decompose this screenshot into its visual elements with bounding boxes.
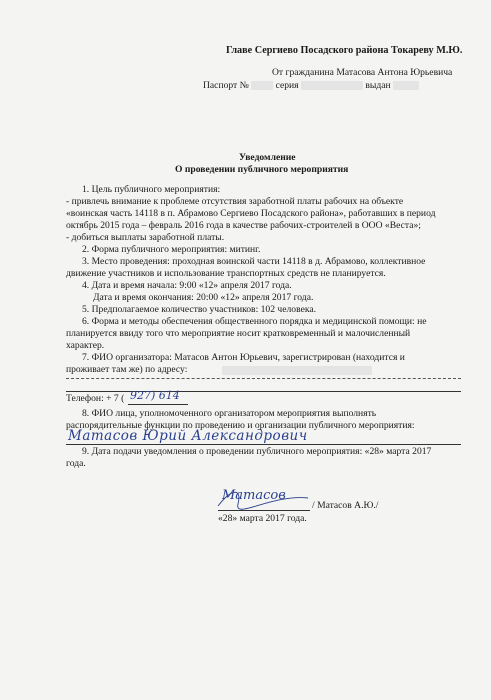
p6-line: характер. bbox=[66, 340, 105, 351]
p1-line: - добиться выплаты заработной платы. bbox=[66, 232, 225, 243]
p4-line: Дата и время окончания: 20:00 «12» апреля 2017 года. bbox=[93, 292, 314, 303]
p1-heading: 1. Цель публичного мероприятия: bbox=[82, 184, 221, 195]
signer-name: / Матасов А.Ю./ bbox=[312, 500, 379, 511]
series-label: серия bbox=[275, 80, 299, 91]
p3-line: движение участников и использование транспортных средств не планируется. bbox=[66, 268, 386, 279]
p4-line: 4. Дата и время начала: 9:00 «12» апреля 2017 года. bbox=[82, 280, 292, 291]
authorized-person-line bbox=[66, 444, 461, 445]
signature: Матасов bbox=[222, 488, 286, 503]
signature-flourish bbox=[212, 484, 312, 516]
phone-underline bbox=[128, 404, 188, 405]
p9-line: года. bbox=[66, 458, 86, 469]
p1-line: октябрь 2015 года – февраль 2016 года в качестве рабочих-строителей в ООО «Веста»; bbox=[66, 220, 421, 231]
passport-line bbox=[203, 80, 419, 91]
passport-label: Паспорт № bbox=[203, 80, 249, 91]
document-title: Уведомление bbox=[239, 152, 296, 163]
phone-label: Телефон: + 7 ( bbox=[66, 393, 125, 404]
p2-line: 2. Форма публичного мероприятия: митинг. bbox=[82, 244, 261, 255]
redacted-block bbox=[251, 81, 273, 90]
p1-line: «воинская часть 14118 в п. Абрамово Сергиево Посадского района», работавших в период bbox=[66, 208, 436, 219]
p8-line: распорядительные функции по проведению и организации публичного мероприятия: bbox=[66, 420, 415, 431]
signature-date: «28» марта 2017 года. bbox=[218, 513, 307, 524]
p7-line: проживает там же) по адресу: bbox=[66, 364, 188, 375]
p7-line: 7. ФИО организатора: Матасов Антон Юрьевич, зарегистрирован (находится и bbox=[82, 352, 405, 363]
p6-line: планируется ввиду того что мероприятие носит кратковременный и малочисленный bbox=[66, 328, 411, 339]
p3-line: 3. Место проведения: проходная воинской части 14118 в д. Абрамово, коллективное bbox=[82, 256, 426, 267]
sender-line: От гражданина Матасова Антона Юрьевича bbox=[272, 67, 453, 78]
p8-line: 8. ФИО лица, уполномоченного организатором мероприятия выполнять bbox=[82, 408, 377, 419]
p5-line: 5. Предполагаемое количество участников: 102 человека. bbox=[82, 304, 316, 315]
redacted-address bbox=[222, 366, 372, 375]
p1-line: - привлечь внимание к проблеме отсутствия заработной платы рабочих на объекте bbox=[66, 196, 404, 207]
addressee: Главе Сергиево Посадского района Токареву М.Ю. bbox=[226, 45, 463, 56]
address-line bbox=[66, 391, 461, 392]
redacted-block bbox=[301, 81, 363, 90]
p6-line: 6. Форма и методы обеспечения общественного порядка и медицинской помощи: не bbox=[82, 316, 427, 327]
issued-label: выдан bbox=[365, 80, 391, 91]
address-dashes bbox=[66, 378, 461, 379]
signature-line bbox=[218, 510, 310, 511]
p9-line: 9. Дата подачи уведомления о проведении публичного мероприятия: «28» марта 2017 bbox=[82, 446, 432, 457]
redacted-block bbox=[393, 81, 419, 90]
phone-handwritten: 927) 614 bbox=[130, 389, 180, 402]
authorized-person-handwritten: Матасов Юрий Александрович bbox=[68, 428, 308, 444]
document-subtitle: О проведении публичного мероприятия bbox=[175, 164, 349, 175]
